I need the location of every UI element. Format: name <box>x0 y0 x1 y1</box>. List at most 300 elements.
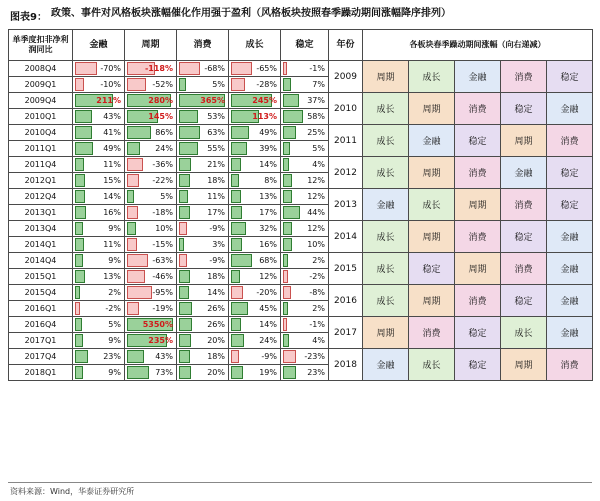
value-cell <box>229 93 281 109</box>
ranking-cell <box>363 157 409 189</box>
value-cell <box>125 109 177 125</box>
cell-value: 5350% <box>142 320 173 329</box>
ranking-cell <box>501 125 547 157</box>
ranking-cell <box>455 157 501 189</box>
ranking-label: 金融 <box>560 265 579 275</box>
value-cell <box>125 237 177 253</box>
footer-divider <box>8 482 592 483</box>
value-cell <box>281 141 329 157</box>
ranking-cell <box>363 125 409 157</box>
year-label: 2015 <box>329 253 363 285</box>
ranking-label: 稳定 <box>514 105 533 115</box>
cell-value: 13% <box>259 192 277 201</box>
ranking-cell <box>501 93 547 125</box>
cell-value: 15% <box>103 176 121 185</box>
cell-value: 145% <box>148 112 173 121</box>
ranking-label: 成长 <box>376 233 395 243</box>
ranking-cell <box>547 221 593 253</box>
cell-value: 14% <box>207 288 225 297</box>
ranking-cell <box>547 125 593 157</box>
ranking-label: 成长 <box>376 297 395 307</box>
cell-value: -10% <box>100 80 121 89</box>
value-cell <box>177 237 229 253</box>
ranking-label: 金融 <box>514 169 533 179</box>
value-cell <box>177 221 229 237</box>
value-cell <box>125 269 177 285</box>
ranking-label: 金融 <box>560 297 579 307</box>
value-cell <box>177 189 229 205</box>
cell-value: -95% <box>152 288 173 297</box>
value-cell <box>125 253 177 269</box>
cell-value: -8% <box>309 288 325 297</box>
value-cell <box>229 349 281 365</box>
ranking-label: 稳定 <box>514 297 533 307</box>
value-cell <box>125 317 177 333</box>
value-cell <box>229 317 281 333</box>
ranking-cell <box>363 189 409 221</box>
value-cell <box>73 77 125 93</box>
value-cell <box>229 253 281 269</box>
ranking-label: 成长 <box>422 201 441 211</box>
ranking-label: 稳定 <box>468 137 487 147</box>
ranking-label: 周期 <box>422 105 441 115</box>
quarter-label: 2008Q4 <box>9 61 73 77</box>
value-cell <box>229 157 281 173</box>
cell-value: 2% <box>312 304 325 313</box>
ranking-label: 稳定 <box>422 265 441 275</box>
cell-value: 17% <box>207 208 225 217</box>
quarter-label: 2016Q1 <box>9 301 73 317</box>
value-cell <box>229 365 281 381</box>
ranking-label: 金融 <box>468 73 487 83</box>
cell-value: 12% <box>259 272 277 281</box>
cell-value: -36% <box>152 160 173 169</box>
ranking-label: 稳定 <box>560 73 579 83</box>
ranking-cell <box>363 221 409 253</box>
cell-value: 26% <box>207 304 225 313</box>
cell-value: 19% <box>259 368 277 377</box>
cell-value: 26% <box>207 320 225 329</box>
value-cell <box>125 333 177 349</box>
value-cell <box>73 205 125 221</box>
cell-value: 5% <box>212 80 225 89</box>
year-label: 2017 <box>329 317 363 349</box>
cell-value: -68% <box>204 64 225 73</box>
ranking-cell <box>501 189 547 221</box>
header-quarter: 单季度扣非净利润同比 <box>9 30 73 61</box>
value-cell <box>73 189 125 205</box>
year-label: 2016 <box>329 285 363 317</box>
ranking-label: 金融 <box>376 361 395 371</box>
table-header-row <box>9 30 593 61</box>
value-cell <box>177 61 229 77</box>
ranking-cell <box>363 317 409 349</box>
ranking-label: 金融 <box>422 137 441 147</box>
cell-value: -1% <box>309 64 325 73</box>
ranking-cell <box>547 317 593 349</box>
cell-value: 45% <box>259 304 277 313</box>
cell-value: 68% <box>259 256 277 265</box>
ranking-label: 消费 <box>514 265 533 275</box>
quarter-label: 2015Q1 <box>9 269 73 285</box>
cell-value: 4% <box>312 336 325 345</box>
cell-value: 16% <box>103 208 121 217</box>
ranking-cell <box>455 221 501 253</box>
ranking-label: 稳定 <box>560 201 579 211</box>
value-cell <box>281 157 329 173</box>
value-cell <box>281 365 329 381</box>
table-row <box>9 285 593 301</box>
cell-value: 25% <box>307 128 325 137</box>
value-cell <box>229 109 281 125</box>
cell-value: 9% <box>108 368 121 377</box>
value-cell <box>281 189 329 205</box>
value-cell <box>73 349 125 365</box>
ranking-cell <box>455 93 501 125</box>
value-cell <box>229 333 281 349</box>
cell-value: -19% <box>152 304 173 313</box>
cell-value: -63% <box>152 256 173 265</box>
cell-value: 17% <box>259 208 277 217</box>
table-row <box>9 189 593 205</box>
value-cell <box>177 173 229 189</box>
cell-value: 12% <box>307 192 325 201</box>
cell-value: -20% <box>256 288 277 297</box>
quarter-label: 2014Q4 <box>9 253 73 269</box>
value-cell <box>73 157 125 173</box>
cell-value: 20% <box>207 368 225 377</box>
quarter-label: 2009Q1 <box>9 77 73 93</box>
quarter-label: 2011Q1 <box>9 141 73 157</box>
ranking-cell <box>363 349 409 381</box>
ranking-cell <box>409 61 455 93</box>
ranking-cell <box>455 125 501 157</box>
source-note: 资料来源：Wind，华泰证券研究所 <box>10 487 135 496</box>
table-row <box>9 317 593 333</box>
ranking-cell <box>455 349 501 381</box>
cell-value: 43% <box>103 112 121 121</box>
table-row <box>9 61 593 77</box>
year-label: 2009 <box>329 61 363 93</box>
year-label: 2011 <box>329 125 363 157</box>
cell-value: 3% <box>212 240 225 249</box>
value-cell <box>73 61 125 77</box>
cell-value: 9% <box>108 256 121 265</box>
value-cell <box>177 301 229 317</box>
cell-value: -70% <box>100 64 121 73</box>
value-cell <box>125 61 177 77</box>
ranking-cell <box>409 221 455 253</box>
cell-value: 24% <box>155 144 173 153</box>
table-row <box>9 221 593 237</box>
value-cell <box>125 349 177 365</box>
cell-value: 53% <box>207 112 225 121</box>
ranking-cell <box>455 285 501 317</box>
value-cell <box>281 333 329 349</box>
ranking-cell <box>409 285 455 317</box>
cell-value: 2% <box>108 288 121 297</box>
value-cell <box>229 237 281 253</box>
value-cell <box>125 77 177 93</box>
cell-value: 12% <box>307 176 325 185</box>
value-cell <box>229 221 281 237</box>
ranking-label: 成长 <box>422 361 441 371</box>
table-row <box>9 93 593 109</box>
cell-value: 43% <box>155 352 173 361</box>
ranking-label: 消费 <box>468 233 487 243</box>
cell-value: -23% <box>304 352 325 361</box>
cell-value: -18% <box>152 208 173 217</box>
ranking-label: 稳定 <box>468 361 487 371</box>
cell-value: 86% <box>155 128 173 137</box>
quarter-label: 2011Q4 <box>9 157 73 173</box>
ranking-cell <box>547 157 593 189</box>
table-row <box>9 125 593 141</box>
ranking-label: 消费 <box>468 297 487 307</box>
table-body <box>9 61 593 381</box>
ranking-cell <box>363 253 409 285</box>
cell-value: 8% <box>264 176 277 185</box>
value-cell <box>177 205 229 221</box>
quarter-label: 2012Q4 <box>9 189 73 205</box>
ranking-label: 金融 <box>560 105 579 115</box>
value-cell <box>229 285 281 301</box>
value-cell <box>125 125 177 141</box>
cell-value: -2% <box>105 304 121 313</box>
cell-value: 14% <box>259 160 277 169</box>
cell-value: 14% <box>259 320 277 329</box>
cell-value: 14% <box>103 192 121 201</box>
cell-value: 11% <box>207 192 225 201</box>
value-cell <box>281 93 329 109</box>
value-cell <box>125 141 177 157</box>
value-cell <box>281 125 329 141</box>
ranking-cell <box>409 125 455 157</box>
ranking-label: 成长 <box>376 265 395 275</box>
data-table <box>8 29 593 381</box>
cell-value: 113% <box>252 112 277 121</box>
cell-value: 49% <box>103 144 121 153</box>
ranking-cell <box>501 317 547 349</box>
value-cell <box>73 141 125 157</box>
ranking-cell <box>547 285 593 317</box>
value-cell <box>125 365 177 381</box>
value-cell <box>73 109 125 125</box>
value-cell <box>229 173 281 189</box>
cell-value: 44% <box>307 208 325 217</box>
ranking-label: 周期 <box>468 201 487 211</box>
value-cell <box>125 157 177 173</box>
cell-value: 55% <box>207 144 225 153</box>
quarter-label: 2014Q1 <box>9 237 73 253</box>
ranking-label: 消费 <box>560 137 579 147</box>
quarter-label: 2013Q1 <box>9 205 73 221</box>
header-col-2: 消费 <box>177 30 229 61</box>
figure-title: 政策、事件对风格板块涨幅催化作用强于盈利（风格板块按照春季躁动期间涨幅降序排列） <box>50 8 451 19</box>
header-col-1: 周期 <box>125 30 177 61</box>
quarter-label: 2012Q1 <box>9 173 73 189</box>
value-cell <box>73 221 125 237</box>
value-cell <box>229 301 281 317</box>
ranking-cell <box>547 61 593 93</box>
ranking-cell <box>547 93 593 125</box>
ranking-cell <box>409 349 455 381</box>
quarter-label: 2016Q4 <box>9 317 73 333</box>
value-cell <box>281 205 329 221</box>
quarter-label: 2013Q4 <box>9 221 73 237</box>
value-cell <box>73 237 125 253</box>
value-cell <box>177 77 229 93</box>
ranking-label: 周期 <box>514 361 533 371</box>
cell-value: 39% <box>259 144 277 153</box>
year-label: 2014 <box>329 221 363 253</box>
value-cell <box>281 221 329 237</box>
ranking-cell <box>363 285 409 317</box>
ranking-label: 消费 <box>514 201 533 211</box>
cell-value: -52% <box>152 80 173 89</box>
ranking-label: 消费 <box>468 105 487 115</box>
cell-value: 16% <box>259 240 277 249</box>
header-col-0: 金融 <box>73 30 125 61</box>
table-row <box>9 253 593 269</box>
ranking-cell <box>363 61 409 93</box>
value-cell <box>177 349 229 365</box>
ranking-label: 周期 <box>422 169 441 179</box>
cell-value: 58% <box>307 112 325 121</box>
value-cell <box>281 317 329 333</box>
figure-title-row <box>10 8 592 23</box>
table-row <box>9 157 593 173</box>
ranking-label: 成长 <box>376 169 395 179</box>
ranking-cell <box>455 253 501 285</box>
value-cell <box>281 301 329 317</box>
ranking-label: 周期 <box>514 137 533 147</box>
year-label: 2013 <box>329 189 363 221</box>
ranking-label: 稳定 <box>514 233 533 243</box>
value-cell <box>73 93 125 109</box>
value-cell <box>281 237 329 253</box>
value-cell <box>177 93 229 109</box>
ranking-cell <box>501 349 547 381</box>
ranking-cell <box>501 285 547 317</box>
quarter-label: 2010Q1 <box>9 109 73 125</box>
value-cell <box>73 301 125 317</box>
value-cell <box>73 285 125 301</box>
cell-value: 23% <box>307 368 325 377</box>
ranking-label: 周期 <box>422 233 441 243</box>
cell-value: -118% <box>144 64 173 73</box>
value-cell <box>177 141 229 157</box>
ranking-label: 消费 <box>422 329 441 339</box>
value-cell <box>229 269 281 285</box>
figure-label: 图表9： <box>10 12 47 23</box>
ranking-label: 周期 <box>422 297 441 307</box>
ranking-cell <box>409 253 455 285</box>
cell-value: -1% <box>309 320 325 329</box>
ranking-label: 成长 <box>376 137 395 147</box>
value-cell <box>73 253 125 269</box>
value-cell <box>281 173 329 189</box>
cell-value: 2% <box>312 256 325 265</box>
ranking-cell <box>501 61 547 93</box>
header-ranking: 各板块春季躁动期间涨幅（向右递减） <box>363 30 593 61</box>
ranking-label: 消费 <box>514 73 533 83</box>
cell-value: 280% <box>148 96 173 105</box>
value-cell <box>281 269 329 285</box>
ranking-cell <box>455 61 501 93</box>
value-cell <box>281 61 329 77</box>
value-cell <box>73 269 125 285</box>
cell-value: 4% <box>312 160 325 169</box>
value-cell <box>177 125 229 141</box>
ranking-label: 成长 <box>422 73 441 83</box>
quarter-label: 2017Q4 <box>9 349 73 365</box>
value-cell <box>73 333 125 349</box>
cell-value: -22% <box>152 176 173 185</box>
ranking-cell <box>455 317 501 349</box>
ranking-label: 消费 <box>468 169 487 179</box>
cell-value: -9% <box>209 256 225 265</box>
ranking-label: 成长 <box>376 105 395 115</box>
value-cell <box>281 77 329 93</box>
ranking-cell <box>547 349 593 381</box>
value-cell <box>177 157 229 173</box>
cell-value: 9% <box>108 224 121 233</box>
cell-value: -9% <box>209 224 225 233</box>
quarter-label: 2017Q1 <box>9 333 73 349</box>
ranking-label: 金融 <box>376 201 395 211</box>
cell-value: 11% <box>103 240 121 249</box>
ranking-label: 周期 <box>376 329 395 339</box>
header-col-3: 成长 <box>229 30 281 61</box>
ranking-cell <box>409 189 455 221</box>
cell-value: 41% <box>103 128 121 137</box>
value-cell <box>281 349 329 365</box>
cell-value: 12% <box>307 224 325 233</box>
cell-value: 10% <box>155 224 173 233</box>
cell-value: 235% <box>148 336 173 345</box>
cell-value: -65% <box>256 64 277 73</box>
value-cell <box>281 253 329 269</box>
cell-value: 49% <box>259 128 277 137</box>
ranking-cell <box>409 157 455 189</box>
value-cell <box>125 189 177 205</box>
cell-value: -15% <box>152 240 173 249</box>
ranking-cell <box>409 317 455 349</box>
cell-value: 18% <box>207 352 225 361</box>
value-cell <box>229 61 281 77</box>
value-cell <box>177 365 229 381</box>
cell-value: 32% <box>259 224 277 233</box>
quarter-label: 2015Q4 <box>9 285 73 301</box>
value-cell <box>177 285 229 301</box>
cell-value: 10% <box>307 240 325 249</box>
year-label: 2012 <box>329 157 363 189</box>
cell-value: 20% <box>207 336 225 345</box>
ranking-cell <box>501 253 547 285</box>
ranking-label: 金融 <box>560 233 579 243</box>
value-cell <box>125 205 177 221</box>
value-cell <box>229 141 281 157</box>
cell-value: 5% <box>160 192 173 201</box>
quarter-label: 2010Q4 <box>9 125 73 141</box>
ranking-cell <box>363 93 409 125</box>
ranking-label: 周期 <box>468 265 487 275</box>
value-cell <box>73 317 125 333</box>
cell-value: 73% <box>155 368 173 377</box>
value-cell <box>125 173 177 189</box>
ranking-label: 消费 <box>560 361 579 371</box>
